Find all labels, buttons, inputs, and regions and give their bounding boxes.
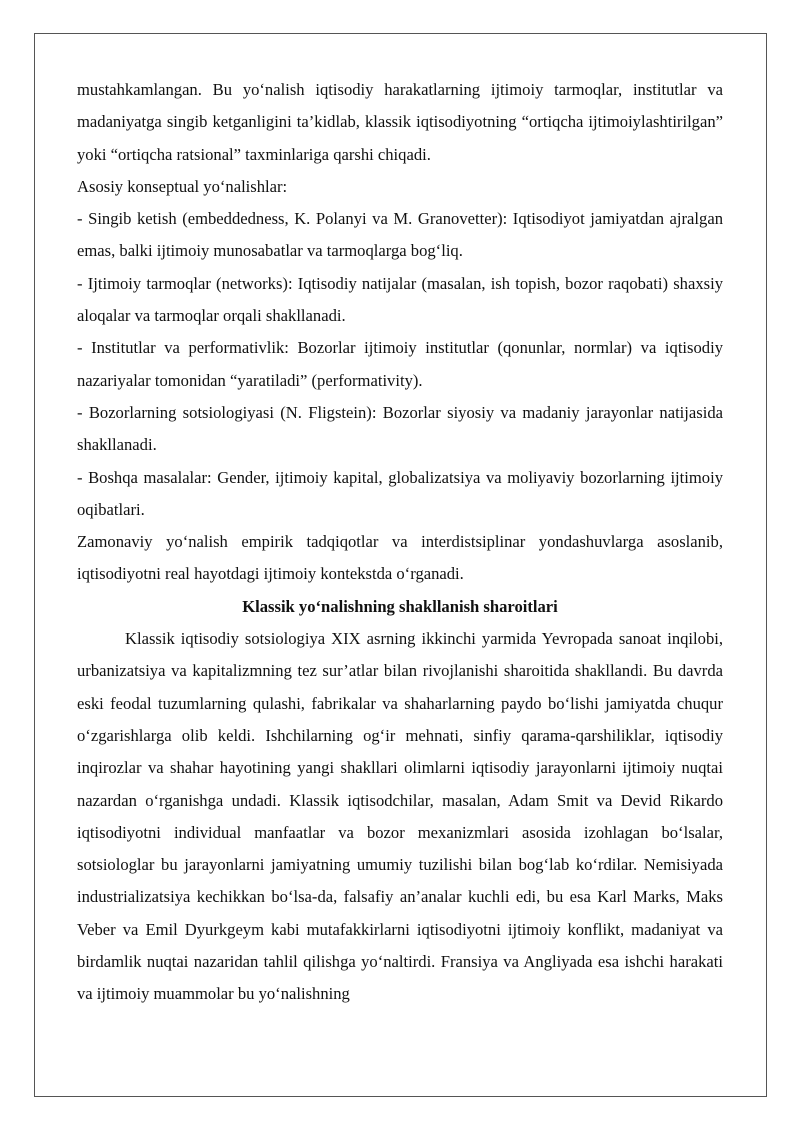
list-item-markets: - Bozorlarning sotsiologiyasi (N. Fligstein): Bozorlar siyosiy va madaniy jarayonlar natijasida shakllanadi. [77, 402, 723, 455]
list-intro: Asosiy konseptual yo‘nalishlar: [77, 176, 288, 196]
list-item-embeddedness: - Singib ketish (embeddedness, K. Polanyi va M. Granovetter): Iqtisodiyot jamiyatdan ajralgan emas, balki ijtimoiy munosabatlar va tarmoqlarga bog‘liq. [77, 209, 723, 261]
document-body [77, 74, 723, 1011]
summary-paragraph: Zamonaviy yo‘nalish empirik tadqiqotlar va interdistsiplinar yondashuvlarga asoslanib, iqtisodiyotni real hayotdagi ijtimoiy kontekstda o‘rganadi. [77, 532, 723, 584]
intro-paragraph: mustahkamlangan. Bu yo‘nalish iqtisodiy harakatlarning ijtimoiy tarmoqlar, institutlar va madaniyatga singib ketganligini ta’kidlab, klassik iqtisodiyotning “ortiqcha ijtimoiylashtirilgan” yoki “ortiqcha ratsional” taxminlariga qarshi chiqadi. [77, 80, 723, 164]
list-item-institutions: - Institutlar va performativlik: Bozorlar ijtimoiy institutlar (qonunlar, normlar) va iqtisodiy nazariyalar tomonidan “yaratiladi” (performativity). [77, 338, 723, 390]
list-item-other: - Boshqa masalalar: Gender, ijtimoiy kapital, globalizatsiya va moliyaviy bozorlarning ijtimoiy oqibatlari. [77, 467, 723, 519]
list-item-networks: - Ijtimoiy tarmoqlar (networks): Iqtisodiy natijalar (masalan, ish topish, bozor raqobati) shaxsiy aloqalar va tarmoqlar orqali shakllanadi. [77, 273, 723, 326]
section-heading: Klassik yo‘nalishning shakllanish sharoitlari [242, 596, 558, 616]
section-body: Klassik iqtisodiy sotsiologiya XIX asrning ikkinchi yarmida Yevropada sanoat inqilobi, urbanizatsiya va kapitalizmning tez sur’atlar bilan rivojlanishi sharoitida shakllandi. Bu davrda eski feodal tuzumlarning qulashi, fabrikalar va shaharlarning paydo bo‘lishi jamiyatda chuqur o‘zgarishlarga olib keldi. Ishchilarning og‘ir mehnati, sinfiy qarama-qarshiliklar, iqtisodiy inqirozlar va shahar hayotining yangi shakllari olimlarni iqtisodiy jarayonlarni ijtimoiy nuqtai nazardan o‘rganishga undadi. Klassik iqtisodchilar, masalan, Adam Smit va Devid Rikardo iqtisodiyotni individual manfaatlar va bozor mexanizmlari asosida izohlagan bo‘lsalar, sotsiologlar bu jarayonlarni jamiyatning umumiy tuzilishi bilan bog‘lab ko‘rdilar. Nemisiyada industrializatsiya kechikkan bo‘lsa-da, falsafiy an’analar kuchli edi, bu esa Karl Marks, Maks Veber va Emil Dyurkgeym kabi mutafakkirlarni iqtisodiyotni ijtimoiy konflikt, madaniyat va birdamlik nuqtai nazaridan tahlil qilishga yo‘naltirdi. Fransiya va Angliyada esa ishchi harakati va ijtimoiy muammolar bu yo‘nalishning [77, 629, 723, 1004]
